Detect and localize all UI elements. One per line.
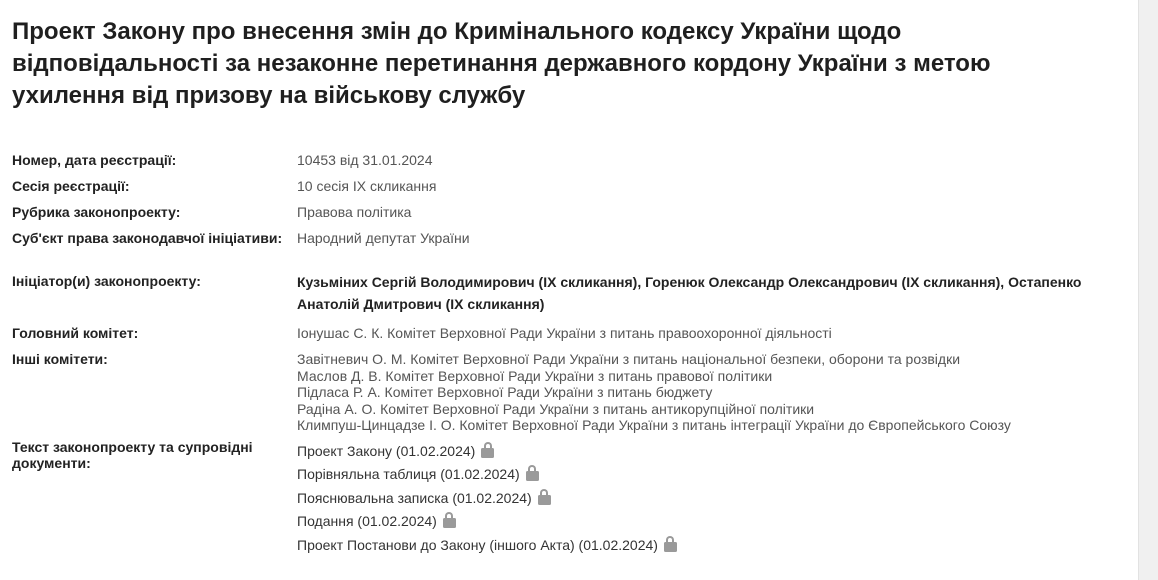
document-title: Подання (01.02.2024) — [297, 513, 437, 530]
initiators-label: Ініціатор(и) законопроекту: — [12, 273, 201, 289]
lock-icon — [443, 512, 456, 528]
lock-icon — [526, 465, 539, 481]
committee-item: Завітневич О. М. Комітет Верховної Ради України з питань національної безпеки, оборони та розвідки — [297, 351, 961, 367]
documents-row — [12, 439, 1132, 557]
document-title: Проект Постанови до Закону (іншого Акта) (01.02.2024) — [297, 536, 658, 553]
document-link[interactable] — [297, 463, 1132, 487]
documents-list — [297, 439, 1132, 557]
session-value: 10 сесія IX скликання — [297, 178, 437, 194]
document-title: Пояснювальна записка (01.02.2024) — [297, 489, 532, 506]
lock-icon — [538, 489, 551, 505]
committee-item: Климпуш-Цинцадзе І. О. Комітет Верховної Ради України з питань інтеграції України до Європейського Союзу — [297, 417, 1011, 433]
other-committees-row — [12, 351, 1132, 439]
subject-row — [12, 230, 1132, 273]
other-committees-list — [297, 351, 1132, 439]
scrollbar[interactable] — [1138, 0, 1158, 580]
document-title: Порівняльна таблиця (01.02.2024) — [297, 466, 520, 483]
page-title: Проект Закону про внесення змін до Кримінального кодексу України щодо відповідальності за незаконне перетинання державного кордону України з метою ухилення від призову на військову службу — [12, 18, 991, 109]
registration-value: 10453 від 31.01.2024 — [297, 152, 433, 168]
subject-label: Суб'єкт права законодавчої ініціативи: — [12, 230, 283, 246]
lock-icon — [664, 536, 677, 552]
rubric-row — [12, 204, 1132, 230]
other-committees-label: Інші комітети: — [12, 351, 108, 367]
documents-label: Текст законопроекту та супровідні документи: — [12, 439, 253, 471]
main-committee-row — [12, 325, 1132, 351]
subject-value: Народний депутат України — [297, 230, 470, 246]
document-link[interactable] — [297, 510, 1132, 534]
bill-card — [12, 0, 1132, 557]
registration-label: Номер, дата реєстрації: — [12, 152, 177, 168]
main-committee-value: Іонушас С. К. Комітет Верховної Ради України з питань правоохоронної діяльності — [297, 325, 832, 341]
session-row — [12, 178, 1132, 204]
registration-row — [12, 152, 1132, 178]
session-label: Сесія реєстрації: — [12, 178, 130, 194]
lock-icon — [481, 442, 494, 458]
main-committee-label: Головний комітет: — [12, 325, 139, 341]
document-link[interactable] — [297, 486, 1132, 510]
document-link[interactable] — [297, 439, 1132, 463]
bill-info — [12, 152, 1132, 557]
committee-item: Підласа Р. А. Комітет Верховної Ради України з питань бюджету — [297, 384, 713, 400]
committee-item: Маслов Д. В. Комітет Верховної Ради України з питань правової політики — [297, 367, 773, 384]
document-link[interactable] — [297, 533, 1132, 557]
committee-item: Радіна А. О. Комітет Верховної Ради України з питань антикорупційної політики — [297, 400, 815, 417]
document-title: Проект Закону (01.02.2024) — [297, 442, 476, 459]
rubric-value: Правова політика — [297, 204, 412, 220]
initiators-row — [12, 273, 1132, 325]
rubric-label: Рубрика законопроекту: — [12, 204, 181, 220]
initiators-value: Кузьміних Сергій Володимирович (IX скликання), Горенюк Олександр Олександрович (IX скликання), Остапенко Анатолій Дмитрович (IX скликання) — [297, 274, 1082, 312]
